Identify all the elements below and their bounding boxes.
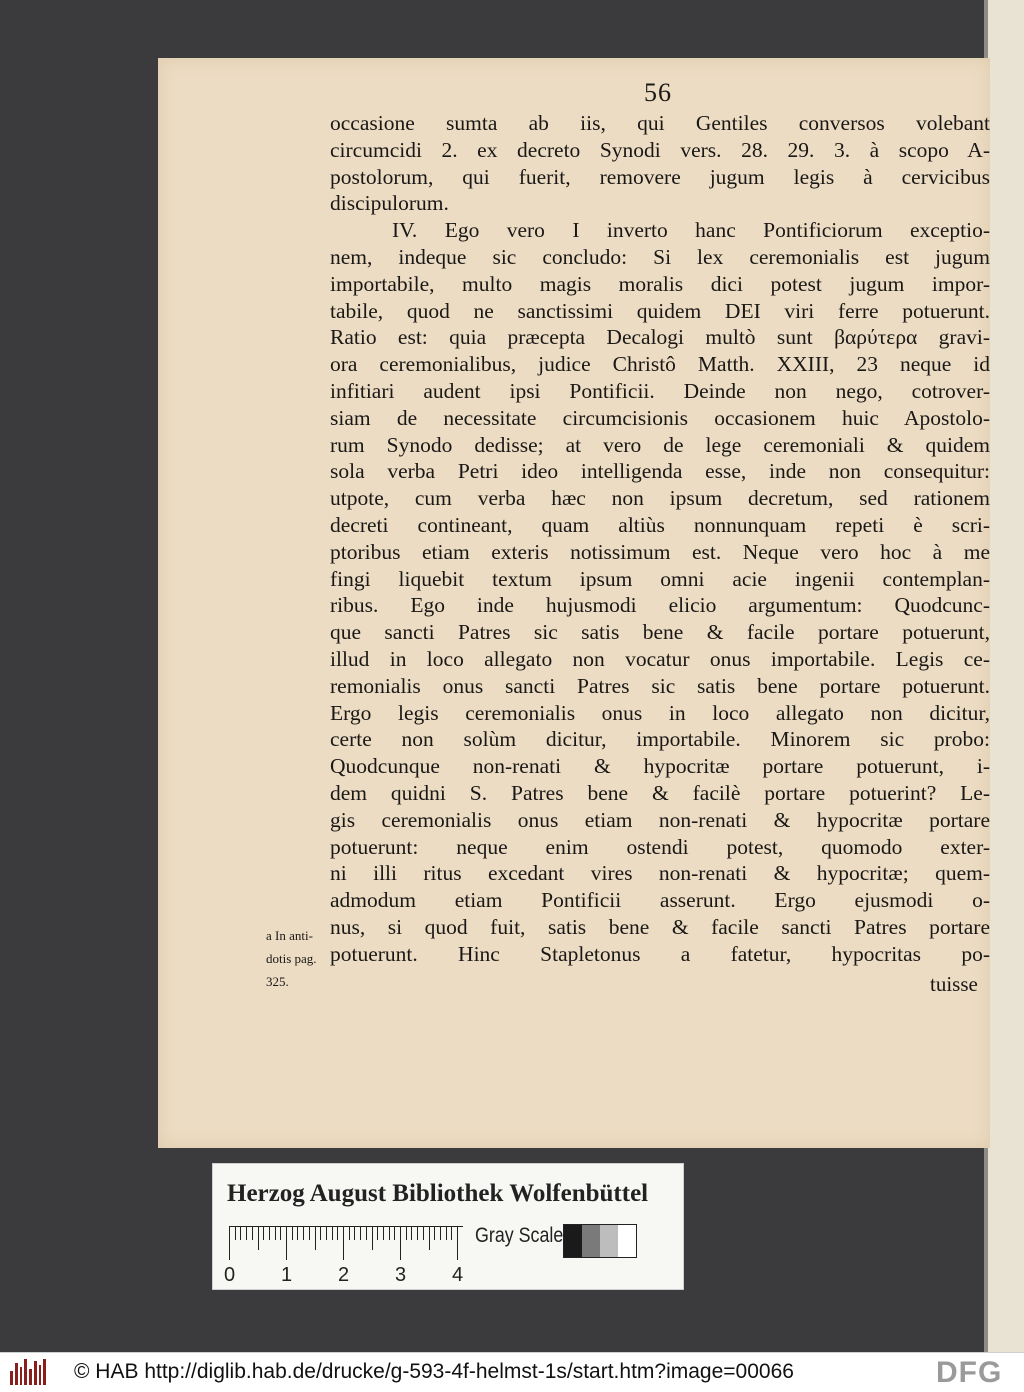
- ruler-number: 3: [395, 1264, 407, 1286]
- footnote-line: a In anti-: [266, 928, 313, 943]
- text-line: gis ceremonialis onus etiam non-renati & hypocritæ portare: [330, 807, 990, 832]
- ruler-tick: [349, 1226, 350, 1240]
- ruler-tick: [320, 1226, 321, 1240]
- ruler-tick: [275, 1226, 276, 1240]
- ruler-tick: [229, 1226, 230, 1260]
- copyright-url-link[interactable]: © HAB http://diglib.hab.de/drucke/g-593-4f-helmst-1s/start.htm?image=00066: [74, 1360, 794, 1383]
- ruler-number: 0: [224, 1264, 236, 1286]
- ruler-tick: [252, 1226, 253, 1240]
- ruler-tick: [394, 1226, 395, 1240]
- ruler-tick: [263, 1226, 264, 1240]
- ruler-tick: [411, 1226, 412, 1240]
- ruler-tick: [440, 1226, 441, 1240]
- ruler-tick: [286, 1226, 287, 1260]
- text-line: nus, si quod fuit, satis bene & facile sancti Patres portare: [330, 915, 990, 939]
- ruler-tick: [240, 1226, 241, 1240]
- text-line: occasione sumta ab iis, qui Gentiles conversos volebant: [330, 111, 990, 135]
- ruler-tick: [406, 1226, 407, 1240]
- gray-swatch: [600, 1225, 618, 1257]
- logo-bar: [10, 1371, 13, 1385]
- text-line: potuerunt. Hinc Stapletonus a fatetur, hypocritas po-: [330, 941, 990, 966]
- logo-bar: [24, 1359, 27, 1385]
- logo-bar: [39, 1365, 42, 1385]
- ruler-tick: [434, 1226, 435, 1240]
- text-line: Ratio est: quia præcepta Decalogi multò sunt βαρύτερα gravi-: [330, 325, 990, 350]
- text-line: tabile, quod ne sanctissimi quidem DEI viri ferre potuerunt.: [330, 298, 990, 323]
- text-line: fingi liquebit textum ipsum omni acie ingenii contemplan-: [330, 566, 990, 591]
- text-line: siam de necessitate circumcisionis occasionem huic Apostolo-: [330, 405, 990, 430]
- ruler-tick: [332, 1226, 333, 1240]
- ruler-tick: [360, 1226, 361, 1240]
- ruler-tick: [417, 1226, 418, 1240]
- ruler-tick: [280, 1226, 281, 1240]
- margin-footnote: [266, 924, 354, 993]
- ruler-tick: [366, 1226, 367, 1240]
- footnote-line: 325.: [266, 974, 289, 989]
- text-line: ora ceremonialibus, judice Christô Matth. XXIII, 23 neque id: [330, 352, 990, 377]
- text-line: ptoribus etiam exteris notissimum est. Neque vero hoc à me: [330, 539, 990, 564]
- ruler-number: 2: [338, 1264, 350, 1286]
- ruler-tick: [258, 1226, 259, 1250]
- ruler-number: 4: [452, 1264, 464, 1286]
- ruler-tick: [337, 1226, 338, 1240]
- text-line: IV. Ego vero I inverto hanc Pontificiorum exceptio-: [392, 218, 990, 243]
- text-line: nem, indeque sic concludo: Si lex ceremonialis est jugum: [330, 245, 990, 269]
- ruler-tick: [451, 1226, 452, 1240]
- ruler-tick: [429, 1226, 430, 1250]
- gray-swatch: [582, 1225, 600, 1257]
- text-line: potuerunt: neque enim ostendi potest, quomodo exter-: [330, 834, 990, 859]
- ruler-tick: [343, 1226, 344, 1260]
- ruler-tick: [389, 1226, 390, 1240]
- footer-bar: [0, 1352, 1024, 1392]
- text-line: postolorum, qui fuerit, removere jugum legis à cervicibus: [330, 164, 990, 189]
- text-line: importabile, multo magis moralis dici potest jugum impor-: [330, 271, 990, 296]
- ruler-tick: [246, 1226, 247, 1240]
- text-line: remonialis onus sancti Patres sic satis bene portare potuerunt.: [330, 673, 990, 698]
- ruler-tick: [235, 1226, 236, 1240]
- card-title: Herzog August Bibliothek Wolfenbüttel: [227, 1180, 649, 1207]
- gray-scale-swatches: [563, 1224, 637, 1258]
- text-line: decreti contineant, quam altiùs nonnunquam repeti è scri-: [330, 513, 990, 537]
- ruler-tick: [377, 1226, 378, 1240]
- logo-bar: [15, 1363, 18, 1385]
- gray-scale-label: Gray Scale: [475, 1224, 564, 1247]
- ruler-tick: [423, 1226, 424, 1240]
- ruler-tick: [303, 1226, 304, 1240]
- ruler-tick: [354, 1226, 355, 1240]
- catchword: tuisse: [930, 972, 978, 996]
- text-line: utpote, cum verba hæc non ipsum decretum, sed rationem: [330, 486, 990, 511]
- ruler-tick: [457, 1226, 458, 1260]
- logo-bar: [29, 1369, 32, 1385]
- text-line: infitiari audent ipsi Pontificii. Deinde non nego, cotrover-: [330, 379, 990, 403]
- text-line: ni illi ritus excedant vires non-renati & hypocritæ; quem-: [330, 861, 990, 886]
- ruler-tick: [446, 1226, 447, 1240]
- measurement-ruler: [224, 1226, 464, 1286]
- gray-swatch: [618, 1225, 636, 1257]
- logo-bar: [43, 1359, 46, 1385]
- logo-bar: [34, 1361, 37, 1385]
- text-line: discipulorum.: [330, 191, 449, 216]
- text-line: certe non solùm dicitur, importabile. Minorem sic probo:: [330, 727, 990, 752]
- logo-bar: [20, 1367, 23, 1385]
- text-line: Ergo legis ceremonialis onus in loco allegato non dicitur,: [330, 700, 990, 725]
- color-reference-card: [212, 1163, 684, 1290]
- text-line: dem quidni S. Patres bene & facilè portare potuerint? Le-: [330, 781, 990, 805]
- text-line: illud in loco allegato non vocatur onus importabile. Legis ce-: [330, 647, 990, 671]
- ruler-tick: [400, 1226, 401, 1260]
- text-line: circumcidi 2. ex decreto Synodi vers. 28. 29. 3. à scopo A-: [330, 137, 990, 162]
- page-number: 56: [644, 78, 672, 107]
- hab-logo-icon: [10, 1359, 46, 1385]
- text-line: ribus. Ego inde hujusmodi elicio argumentum: Quodcunc-: [330, 593, 990, 618]
- ruler-tick: [269, 1226, 270, 1240]
- text-line: Quodcunque non-renati & hypocritæ portare potuerunt, i-: [330, 754, 990, 779]
- footnote-line: dotis pag.: [266, 951, 317, 966]
- dfg-logo: DFG: [936, 1356, 1003, 1389]
- text-line: rum Synodo dedisse; at vero de lege ceremoniali & quidem: [330, 432, 990, 457]
- ruler-tick: [297, 1226, 298, 1240]
- gray-swatch: [564, 1225, 582, 1257]
- ruler-tick: [383, 1226, 384, 1240]
- ruler-tick: [315, 1226, 316, 1250]
- ruler-tick: [326, 1226, 327, 1240]
- ruler-number: 1: [281, 1264, 293, 1286]
- text-line: sola verba Petri ideo intelligenda esse, inde non consequitur:: [330, 459, 990, 484]
- text-line: admodum etiam Pontificii asserunt. Ergo ejusmodi o-: [330, 888, 990, 913]
- text-line: que sancti Patres sic satis bene & facile portare potuerunt,: [330, 620, 990, 645]
- adjacent-page-edge: [988, 0, 1024, 1352]
- ruler-tick: [292, 1226, 293, 1240]
- ruler-tick: [372, 1226, 373, 1250]
- ruler-tick: [309, 1226, 310, 1240]
